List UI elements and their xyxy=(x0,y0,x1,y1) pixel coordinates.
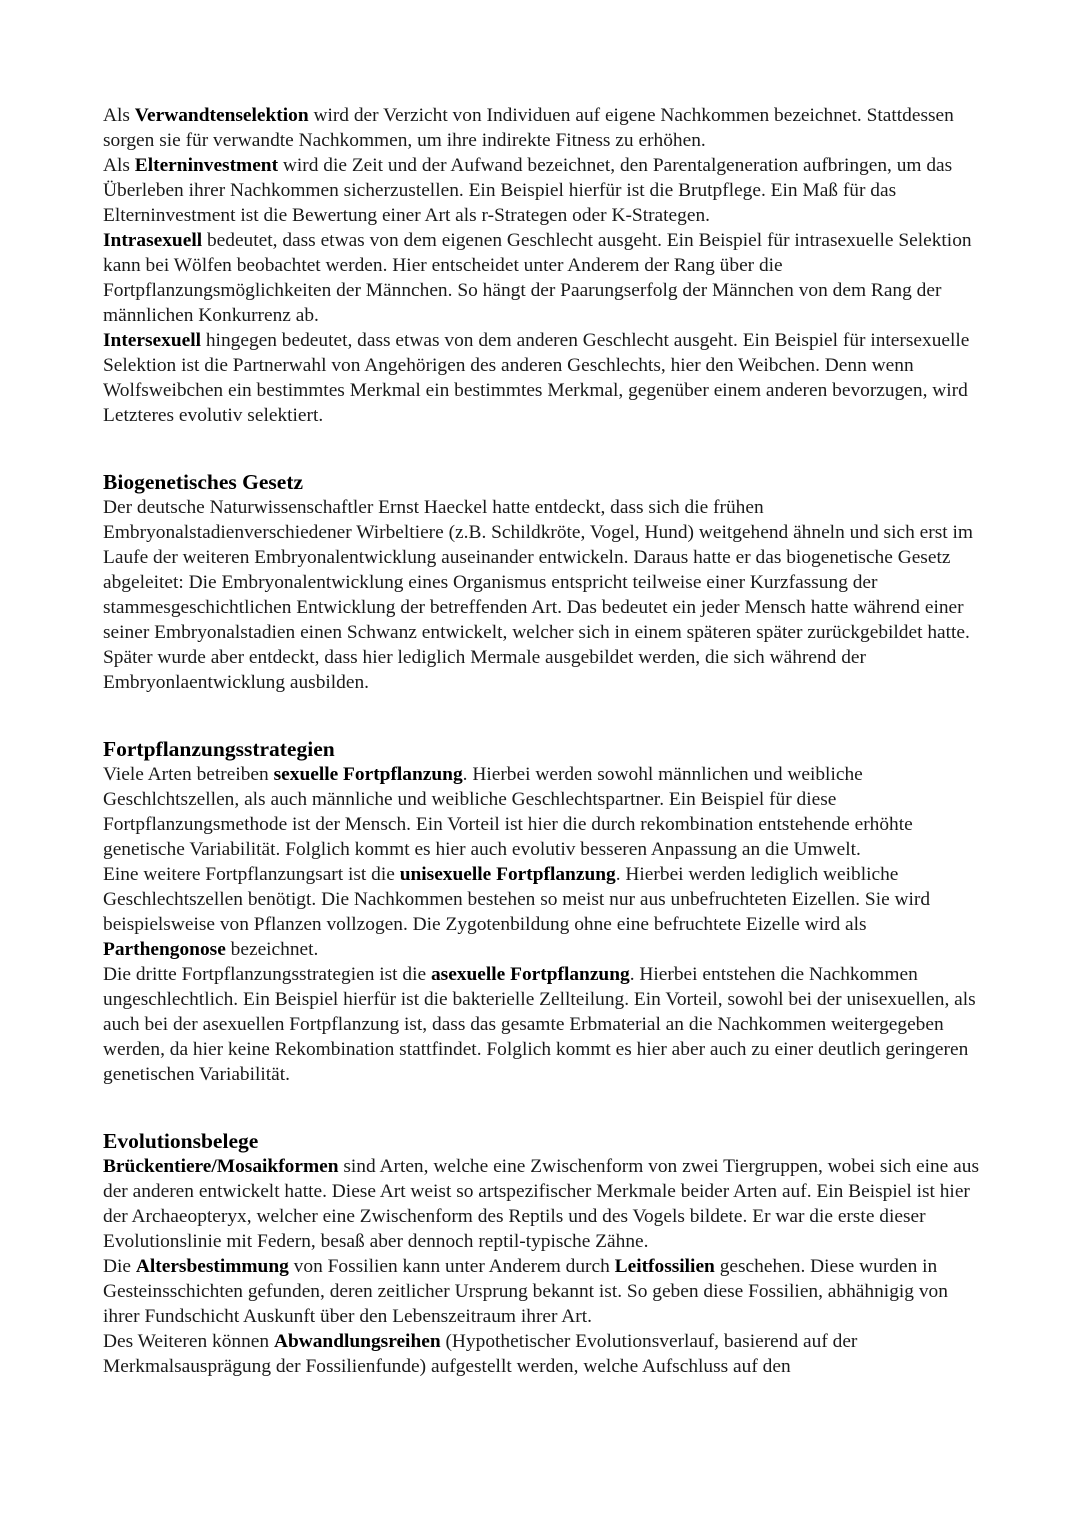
bold-term: Elterninvestment xyxy=(134,155,279,176)
text-run: . Hierbei entstehen die Nachkommen ungeschlechtlich. Ein Beispiel hierfür ist die bakterielle Zellteilung. Ein Vorteil, sowohl bei der unisexuellen, als auch bei der asexuellen Fortpflanzung ist, dass das gesamte Erbmaterial an die Nachkommen weitergegeben werden, da hier keine Rekombination stattfindet. Folglich kommt es hier aber auch zu einer deutlich geringeren genetischen Variabilität. xyxy=(103,964,976,1085)
bold-term: Parthengonose xyxy=(103,939,226,960)
text-run: hingegen bedeutet, dass etwas von dem anderen Geschlecht ausgeht. Ein Beispiel für intersexuelle Selektion ist die Partnerwahl von Angehörigen des anderen Geschlechts, hier den Weibchen. Denn wenn Wolfsweibchen ein bestimmtes Merkmal ein bestimmtes Merkmal, gegenüber einem anderen bevorzugen, wird Letzteres evolutiv selektiert. xyxy=(103,330,970,426)
bold-term: asexuelle Fortpflanzung xyxy=(430,964,630,985)
paragraph xyxy=(103,1154,983,1254)
text-run: bezeichnet. xyxy=(225,939,319,960)
paragraph xyxy=(103,228,983,328)
text-run: geschehen. Diese wurden in Gesteinsschichten gefunden, deren zeitlicher Ursprung bekannt ist. So geben diese Fossilien, abhähnigig von ihrer Fundschicht Auskunft über den Lebenszeitraum ihrer Art. xyxy=(103,1256,948,1327)
text-run: Die xyxy=(103,1256,136,1277)
text-run: Des Weiteren können xyxy=(103,1331,274,1352)
text-run: . Hierbei werden sowohl männlichen und weibliche Geschlchtszellen, als auch männliche und weibliche Geschlechtspartner. Ein Beispiel für diese Fortpflanzungsmethode ist der Mensch. Ein Vorteil ist hier die durch rekombination entstehende erhöhte genetische Variabilität. Folglich kommt es hier auch evolutiv besseren Anpassung an die Umwelt. xyxy=(103,764,913,860)
bold-term: Verwandtenselektion xyxy=(134,105,309,126)
text-run: wird die Zeit und der Aufwand bezeichnet, den Parentalgeneration aufbringen, um das Überleben ihrer Nachkommen sicherzustellen. Ein Beispiel hierfür ist die Brutpflege. Ein Maß für das Elterninvestment ist die Bewertung einer Art als r-Strategen oder K-Strategen. xyxy=(103,155,953,226)
section-heading: Evolutionsbelege xyxy=(103,1129,259,1153)
paragraph xyxy=(103,328,983,428)
text-run: Als xyxy=(103,155,135,176)
text-run: Als xyxy=(103,105,135,126)
text-run: Der deutsche Naturwissenschaftler Ernst Haeckel hatte entdeckt, dass sich die frühen Embryonalstadienverschiedener Wirbeltiere (z.B. Schildkröte, Vogel, Hund) weitgehend ähneln und sich erst im Laufe der weiteren Embryonalentwicklung auseinander entwickeln. Daraus hatte er das biogenetische Gesetz abgeleitet: Die Embryonalentwicklung eines Organismus entspricht teilweise einer Kurzfassung der stammesgeschichtlichen Entwicklung der betreffenden Art. Das bedeutet ein jeder Mensch hatte während einer seiner Embryonalstadien einen Schwanz entwickelt, welcher sich in einem späteren später zurückgebildet hatte. Später wurde aber entdeckt, dass hier lediglich Mermale ausgebildet werden, die sich während der Embryonlaentwicklung ausbilden. xyxy=(103,497,973,693)
text-run: wird der Verzicht von Individuen auf eigene Nachkommen bezeichnet. Stattdessen sorgen sie für verwandte Nachkommen, um ihre indirekte Fitness zu erhöhen. xyxy=(103,105,954,151)
paragraph-spacer xyxy=(103,695,983,720)
bold-term: Abwandlungsreihen xyxy=(273,1331,441,1352)
paragraph xyxy=(103,1254,983,1329)
bold-term: Leitfossilien xyxy=(614,1256,715,1277)
bold-term: Intrasexuell xyxy=(103,230,203,251)
paragraph-spacer xyxy=(103,1087,983,1112)
bold-term: sexuelle Fortpflanzung xyxy=(273,764,463,785)
text-run: Eine weitere Fortpflanzungsart ist die xyxy=(103,864,400,885)
paragraph xyxy=(103,1329,983,1379)
text-run: Viele Arten betreiben xyxy=(103,764,274,785)
text-run: Die dritte Fortpflanzungsstrategien ist die xyxy=(103,964,431,985)
paragraph xyxy=(103,862,983,962)
paragraph xyxy=(103,762,983,862)
text-run: (Hypothetischer Evolutionsverlauf, basierend auf der Merkmalsausprägung der Fossilienfunde) aufgestellt werden, welche Aufschluss auf den xyxy=(103,1331,858,1377)
paragraph-spacer xyxy=(103,428,983,453)
paragraph xyxy=(103,153,983,228)
text-run: bedeutet, dass etwas von dem eigenen Geschlecht ausgeht. Ein Beispiel für intrasexuelle Selektion kann bei Wölfen beobachtet werden. Hier entscheidet unter Anderem der Rang über die Fortpflanzungsmöglichkeiten der Männchen. So hängt der Paarungserfolg der Männchen von dem Rang der männlichen Konkurrenz ab. xyxy=(103,230,972,326)
section-heading: Fortpflanzungsstrategien xyxy=(103,737,335,761)
bold-term: unisexuelle Fortpflanzung xyxy=(399,864,616,885)
paragraph xyxy=(103,103,983,153)
bold-term: Brückentiere/Mosaikformen xyxy=(103,1156,339,1177)
bold-term: Altersbestimmung xyxy=(135,1256,289,1277)
text-run: . Hierbei werden lediglich weibliche Geschlechtszellen benötigt. Die Nachkommen bestehen so meist nur aus unbefruchteten Eizellen. Sie wird beispielsweise von Pflanzen vollzogen. Die Zygotenbildung ohne eine befruchtete Eizelle wird als xyxy=(103,864,931,935)
bold-term: Intersexuell xyxy=(103,330,202,351)
paragraph xyxy=(103,495,983,695)
text-run: sind Arten, welche eine Zwischenform von zwei Tiergruppen, wobei sich eine aus der anderen entwickelt hatte. Diese Art weist so artspezifischer Merkmale beider Arten auf. Ein Beispiel ist hier der Archaeopteryx, welcher eine Zwischenform des Reptils und des Vogels bildete. Er war die erste dieser Evolutionslinie mit Federn, besaß aber dennoch reptil-typische Zähne. xyxy=(103,1156,979,1252)
document-page xyxy=(103,103,983,1379)
paragraph xyxy=(103,962,983,1087)
text-run: von Fossilien kann unter Anderem durch xyxy=(288,1256,615,1277)
section-heading: Biogenetisches Gesetz xyxy=(103,470,304,494)
